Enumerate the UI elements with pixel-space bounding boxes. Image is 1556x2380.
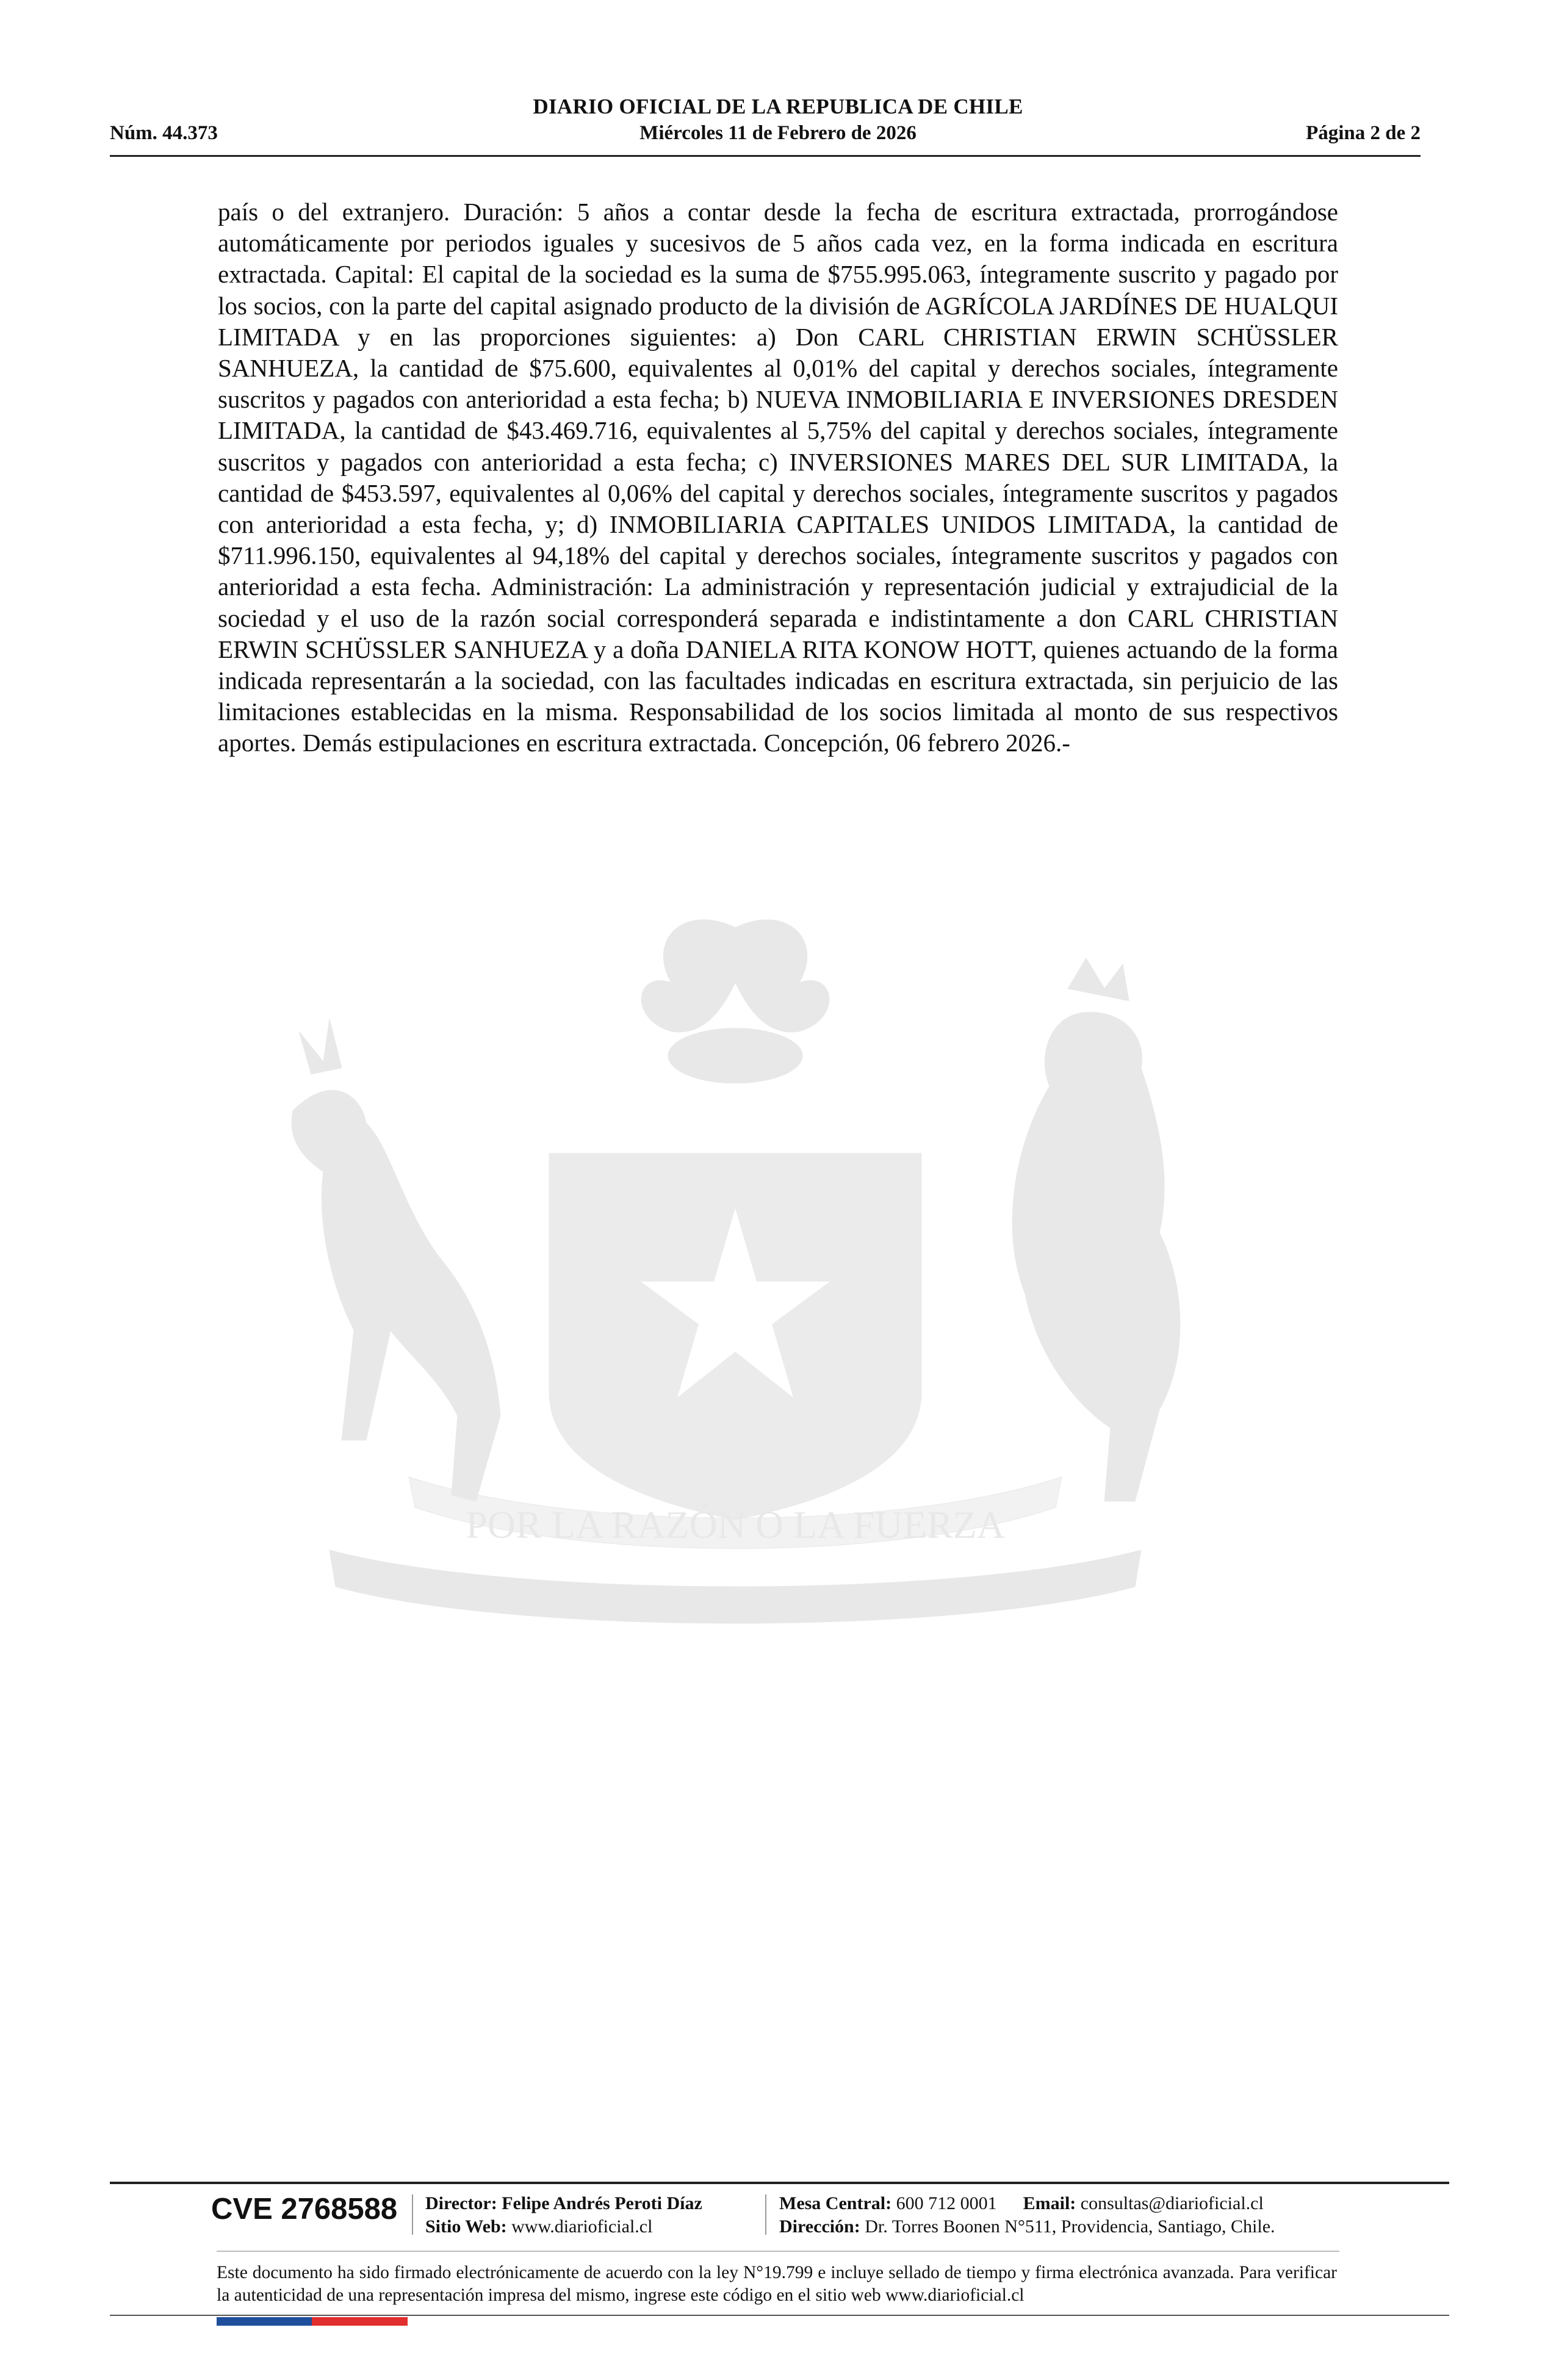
legal-notice: Este documento ha sido firmado electrónicamente de acuerdo con la ley N°19.799 e incluye sellado de tiempo y firma electrónica avanzada. Para verificar la autenticidad de una representación impresa del mismo, ingrese este código en el sitio web www.diarioficial.cl: [217, 2263, 1337, 2305]
address-value: Dr. Torres Boonen N°511, Providencia, Santiago, Chile.: [865, 2216, 1275, 2237]
coat-of-arms-watermark-icon: [207, 891, 1263, 1672]
address-label: Dirección:: [779, 2216, 860, 2237]
issue-date: Miércoles 11 de Febrero de 2026: [639, 122, 917, 144]
footer-separator: [412, 2194, 413, 2235]
page-indicator: Página 2 de 2: [1306, 122, 1421, 144]
contact-line: [779, 2193, 1264, 2214]
issue-number: Núm. 44.373: [110, 122, 218, 144]
mesa-label: Mesa Central:: [779, 2193, 892, 2213]
email-label: Email:: [1023, 2193, 1076, 2213]
cve-code: CVE 2768588: [211, 2193, 398, 2226]
mesa-phone: 600 712 0001: [896, 2193, 997, 2213]
flag-stripe-red: [312, 2317, 408, 2326]
header-divider: [110, 155, 1421, 157]
flag-stripe-blue: [217, 2317, 312, 2326]
director-name: Felipe Andrés Peroti Díaz: [502, 2193, 702, 2213]
director-label: Director:: [425, 2193, 497, 2213]
address-line: [779, 2216, 1275, 2237]
footer-separator: [765, 2194, 766, 2235]
website-label: Sitio Web:: [425, 2216, 507, 2237]
document-body: país o del extranjero. Duración: 5 años a contar desde la fecha de escritura extractada, prorrogándose automáticamente por periodos iguales y sucesivos de 5 años cada vez, en la forma indicada en escritura extractada. Capital: El capital de la sociedad es la suma de $755.995.063, íntegramente suscrito y pagado por los socios, con la parte del capital asignado producto de la división de AGRÍCOLA JARDÍNES DE HUALQUI LIMITADA y en las proporciones siguientes: a) Don CARL CHRISTIAN ERWIN SCHÜSSLER SANHUEZA, la cantidad de $75.600, equivalentes al 0,01% del capital y derechos sociales, íntegramente suscritos y pagados con anterioridad a esta fecha; b) NUEVA INMOBILIARIA E INVERSIONES DRESDEN LIMITADA, la cantidad de $43.469.716, equivalentes al 5,75% del capital y derechos sociales, íntegramente suscritos y pagados con anterioridad a esta fecha; c) INVERSIONES MARES DEL SUR LIMITADA, la cantidad de $453.597, equivalentes al 0,06% del capital y derechos sociales, íntegramente suscritos y pagados con anterioridad a esta fecha, y; d) INMOBILIARIA CAPITALES UNIDOS LIMITADA, la cantidad de $711.996.150, equivalentes al 94,18% del capital y derechos sociales, íntegramente suscritos y pagados con anterioridad a esta fecha. Administración: La administración y representación judicial y extrajudicial de la sociedad y el uso de la razón social corresponderá separada e indistintamente a don CARL CHRISTIAN ERWIN SCHÜSSLER SANHUEZA y a doña DANIELA RITA KONOW HOTT, quienes actuando de la forma indicada representarán a la sociedad, con las facultades indicadas en escritura extractada, sin perjuicio de las limitaciones establecidas en la misma. Responsabilidad de los socios limitada al monto de sus respectivos aportes. Demás estipulaciones en escritura extractada. Concepción, 06 febrero 2026.-: [218, 198, 1338, 757]
footer-divider-mid: [217, 2251, 1339, 2252]
website-link[interactable]: www.diarioficial.cl: [511, 2216, 653, 2237]
director-line: [425, 2193, 702, 2214]
publication-title: DIARIO OFICIAL DE LA REPUBLICA DE CHILE: [533, 95, 1023, 118]
footer-divider-top: [110, 2182, 1449, 2184]
website-line: [425, 2216, 652, 2237]
email-link[interactable]: consultas@diarioficial.cl: [1080, 2193, 1264, 2213]
watermark-motto: POR LA RAZÓN O LA FUERZA: [466, 1503, 1005, 1546]
footer-divider-bottom: [110, 2315, 1449, 2316]
